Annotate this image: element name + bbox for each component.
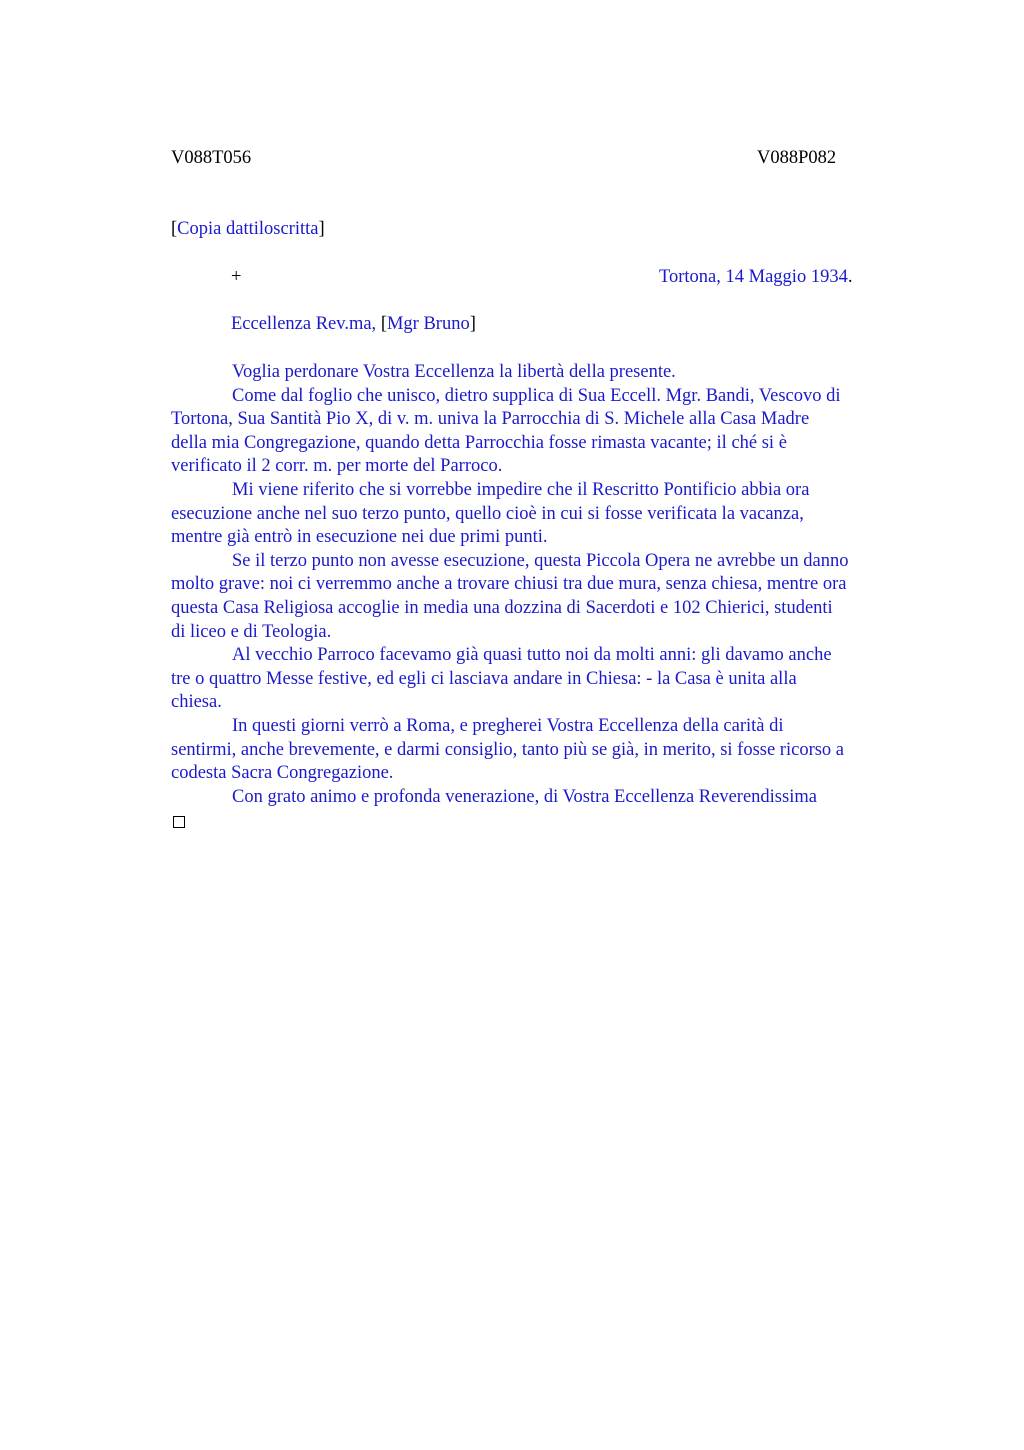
body-line: sentirmi, anche brevemente, e darmi consiglio, tanto più se già, in merito, si fosse ricorso a <box>171 739 845 760</box>
copy-note-open-bracket: [ <box>171 219 178 239</box>
body-line: In questi giorni verrò a Roma, e pregherei Vostra Eccellenza della carità di <box>232 715 784 736</box>
reference-code-right: V088P082 <box>757 148 837 168</box>
letter-body <box>171 361 931 809</box>
letter-date-period: . <box>847 267 853 287</box>
body-line: Se il terzo punto non avesse esecuzione, questa Piccola Opera ne avrebbe un danno <box>232 550 849 571</box>
body-line: Con grato animo e profonda venerazione, di Vostra Eccellenza Reverendissima <box>232 786 817 807</box>
document-page <box>171 0 931 1450</box>
letter-date <box>659 265 852 289</box>
copy-note <box>171 217 325 241</box>
body-line: di liceo e di Teologia. <box>171 621 332 642</box>
body-line: della mia Congregazione, quando detta Parrocchia fosse rimasta vacante; il ché si è <box>171 432 787 453</box>
copy-note-close-bracket: ] <box>318 219 325 239</box>
recipient-name: Mgr Bruno <box>386 314 470 334</box>
body-line: molto grave: noi ci verremmo anche a trovare chiusi tra due mura, senza chiesa, mentre ora <box>171 574 847 595</box>
body-line: codesta Sacra Congregazione. <box>171 763 394 784</box>
salutation <box>231 312 476 336</box>
recipient-open-bracket: [ <box>380 314 387 334</box>
salutation-text: Eccellenza Rev.ma, <box>231 314 381 334</box>
copy-note-label: Copia dattiloscritta <box>177 219 319 239</box>
body-line: Al vecchio Parroco facevamo già quasi tutto noi da molti anni: gli davamo anche <box>232 645 832 666</box>
body-line: Come dal foglio che unisco, dietro supplica di Sua Eccell. Mgr. Bandi, Vescovo di <box>232 385 841 406</box>
body-line: verificato il 2 corr. m. per morte del Parroco. <box>171 456 503 477</box>
recipient-close-bracket: ] <box>469 314 476 334</box>
body-line: Voglia perdonare Vostra Eccellenza la libertà della presente. <box>232 362 676 382</box>
body-line: Tortona, Sua Santità Pio X, di v. m. univa la Parrocchia di S. Michele alla Casa Madre <box>171 409 810 430</box>
body-line: questa Casa Religiosa accoglie in media una dozzina di Sacerdoti e 102 Chierici, studenti <box>171 597 833 618</box>
body-line: mentre già entrò in esecuzione nei due primi punti. <box>171 527 548 548</box>
empty-square-icon <box>173 816 185 828</box>
body-line: tre o quattro Messe festive, ed egli ci lasciava andare in Chiesa: - la Casa è unita alla <box>171 668 797 689</box>
reference-code-left: V088T056 <box>171 148 252 168</box>
body-line: esecuzione anche nel suo terzo punto, quello cioè in cui si fosse verificata la vacanza, <box>171 503 804 524</box>
body-line: Mi viene riferito che si vorrebbe impedire che il Rescritto Pontificio abbia ora <box>232 479 810 500</box>
cross-symbol: + <box>231 267 242 287</box>
letter-date-text: Tortona, 14 Maggio 1934 <box>659 267 848 287</box>
body-line: chiesa. <box>171 692 222 713</box>
